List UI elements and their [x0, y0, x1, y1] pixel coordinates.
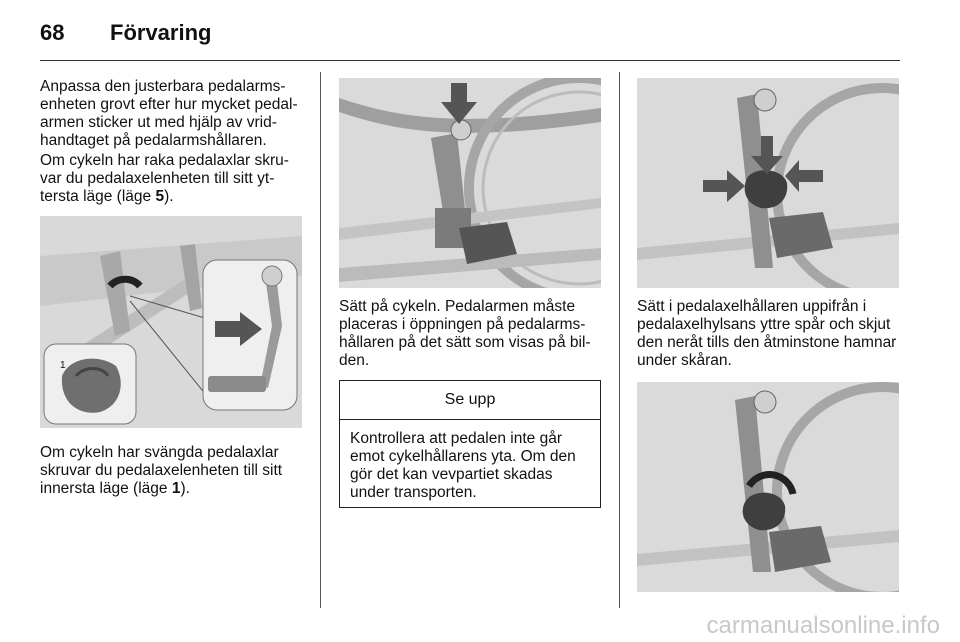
page-header	[40, 14, 900, 50]
caution-box	[339, 380, 601, 508]
caution-text: Kontrollera att pedalen inte går emot cykelhållarens yta. Om den gör det kan vevpartiet skadas under transporten.	[350, 430, 576, 501]
figure-bike-mount	[339, 78, 601, 288]
col1-paragraph-2: Om cykeln har raka pedalaxlar skru-var du pedalaxelenheten till sitt yt-tersta läge (läge 5).	[40, 152, 289, 205]
column-divider-1	[320, 72, 321, 608]
caution-title: Se upp	[340, 381, 600, 420]
column-divider-2	[619, 72, 620, 608]
pedal-holder-insert-illustration	[637, 78, 899, 288]
col1-paragraph-3: Om cykeln har svängda pedalaxlar skruvar du pedalaxelenheten till sitt innersta läge (läge 1).	[40, 444, 283, 497]
col2-paragraph-1: Sätt på cykeln. Pedalarmen måste placeras i öppningen på pedalarms-hållaren på det sätt som visas på bil-den.	[339, 298, 591, 369]
page-number: 68	[40, 20, 65, 45]
col3-paragraph-1: Sätt i pedalaxelhållaren uppifrån i pedalaxelhylsans yttre spår och skjut den neråt tills den åtminstone hamnar under skåran.	[637, 298, 897, 369]
svg-text:1: 1	[60, 360, 66, 371]
page-title: Förvaring	[110, 20, 212, 45]
bike-mount-illustration	[339, 78, 601, 288]
watermark: carmanualsonline.info	[706, 612, 940, 639]
figure-pedal-holder-insert	[637, 78, 899, 288]
pedal-holder-lock-illustration	[637, 382, 899, 592]
header-rule	[40, 60, 900, 61]
figure-pedal-adjuster	[40, 216, 302, 428]
col1-paragraph-1: Anpassa den justerbara pedalarms-enheten grovt efter hur mycket pedal-armen sticker ut med hjälp av vrid-handtaget på pedalarmshållaren.	[40, 78, 298, 149]
pedal-adjuster-illustration	[40, 216, 302, 428]
figure-pedal-holder-lock	[637, 382, 899, 592]
